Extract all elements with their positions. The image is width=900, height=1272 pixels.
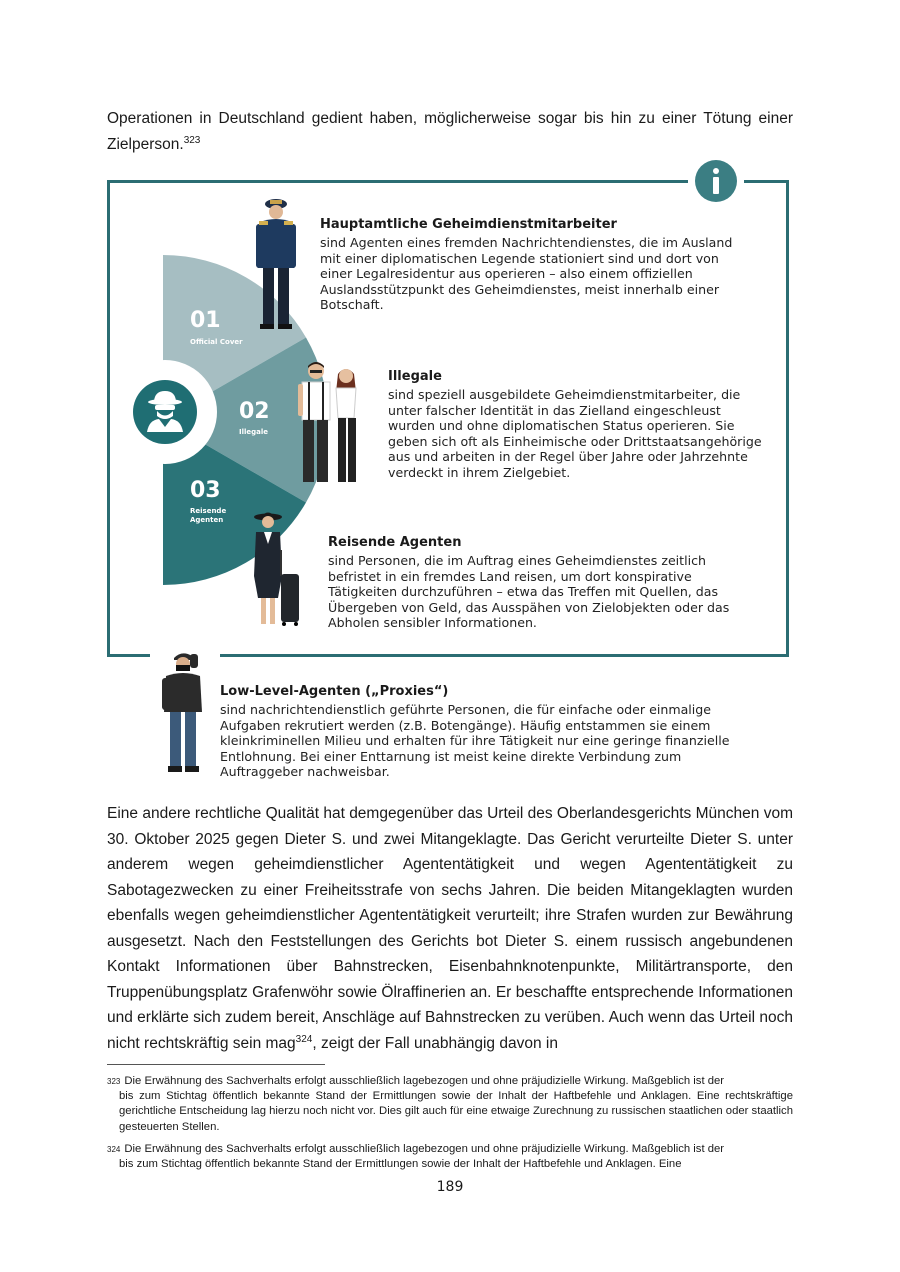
item-official-cover-heading: Hauptamtliche Geheimdienstmitarbeiter — [320, 217, 617, 232]
footnote-324-number: 324 — [107, 1145, 121, 1154]
item-illegale — [388, 369, 768, 481]
segment-01-label: Official Cover — [190, 338, 243, 346]
illegals-couple-icon — [296, 362, 368, 488]
footnote-323-number: 323 — [107, 1077, 121, 1086]
officer-figure-icon — [250, 196, 302, 332]
item-proxies — [220, 684, 760, 780]
item-illegale-text: sind speziell ausgebildete Geheimdienstmitarbeiter, die unter falscher Identität in das Zielland eingeschleust wurden und ohne diplomatischen Status operieren. Sie geben sich oft als Einheimische oder Drittstaatsangehörige aus und arbeiten in der Regel über Jahre oder Jahrzehnte verdeckt in ihrem Zielgebiet. — [388, 387, 762, 480]
footnote-ref-324: 324 — [295, 1033, 313, 1045]
item-reisende-agenten — [328, 535, 763, 631]
segment-03-number: 03 — [190, 478, 221, 503]
proxy-figure-icon — [160, 650, 212, 778]
main-text-a: Eine andere rechtliche Qualität hat demgegenüber das Urteil des Oberlandesgerichts München vom 30. Oktober 2025 gegen Dieter S. und zwei Mitangeklagte. Das Gericht verurteilte Dieter S. unter anderem wegen geheimdienstlicher Agententätigkeit und wegen Agententätigkeit zu Sabotagezwecken zu einer Freiheitsstrafe von sechs Jahren. Die beiden Mitangeklagten wurden ebenfalls wegen geheimdienstlicher Agententätigkeit verurteilt; ihre Strafen wurden zur Bewährung ausgesetzt. Nach den Feststellungen des Gerichts bot Dieter S. einem russisch angebundenen Kontakt Informationen über Bahnstrecken, Eisenbahnknotenpunkte, Militärtransporte, den Truppenübungsplatz Grafenwöhr sowie Ölraffinerien an. Er beschaffte entsprechende Informationen und erklärte sich zudem bereit, Anschläge auf Bahnstrecken zu verüben. Auch wenn das Urteil noch nicht rechtskräftig sein mag — [107, 805, 793, 1052]
spy-icon — [133, 380, 197, 444]
intro-text: Operationen in Deutschland gedient haben, möglicherweise sogar bis hin zu einer Tötung einer Zielperson. — [107, 110, 793, 153]
traveler-figure-icon — [250, 510, 306, 630]
segment-01-number: 01 — [190, 308, 221, 333]
item-reisende-agenten-text: sind Personen, die im Auftrag eines Geheimdienstes zeitlich befristet in ein fremdes Land reisen, um dort konspirative Tätigkeiten durchzuführen – etwa das Treffen mit Quellen, das Übergeben von Geld, das Ausspähen von Zielobjekten oder das Abholen sensibler Informationen. — [328, 553, 730, 631]
item-proxies-text: sind nachrichtendienstlich geführte Personen, die für einfache oder einmalige Aufgaben rekrutiert werden (z.B. Botengänge). Häufig entstammen sie einem kleinkriminellen Milieu und erhalten für ihre Tätigkeit nur eine geringe finanzielle Entlohnung. Bei einer Enttarnung ist meist keine direkte Verbindung zum Auftraggeber nachweisbar. — [220, 702, 730, 780]
footnote-324-first: Die Erwähnung des Sachverhalts erfolgt ausschließlich lagebezogen und ohne präjudizielle Wirkung. Maßgeblich ist der — [124, 1143, 725, 1155]
footnote-324 — [107, 1142, 793, 1172]
footnote-324-rest: bis zum Stichtag öffentlich bekannte Stand der Ermittlungen sowie der Inhalt der Haftbefehle und Anklagen. Eine — [119, 1158, 682, 1171]
spy-glyph — [133, 380, 197, 444]
segment-03-label: Reisende Agenten — [190, 507, 227, 524]
segment-02-label: Illegale — [239, 428, 269, 436]
footnote-323-first: Die Erwähnung des Sachverhalts erfolgt ausschließlich lagebezogen und ohne präjudizielle Wirkung. Maßgeblich ist der — [124, 1075, 725, 1087]
footnote-323 — [107, 1074, 793, 1135]
footnote-323-rest: bis zum Stichtag öffentlich bekannte Stand der Ermittlungen sowie der Inhalt der Haftbefehle und Anklagen. Eine rechtskräftige gerichtliche Entscheidung lag hierzu noch nicht vor. Dies gilt auch für eine etwaige Zurechnung zu russischen staatlichen oder staatlich gesteuerten Stellen. — [119, 1090, 793, 1133]
item-official-cover — [320, 217, 750, 313]
item-proxies-heading: Low-Level-Agenten („Proxies“) — [220, 684, 449, 699]
main-paragraph — [107, 801, 793, 1056]
footnote-separator — [107, 1064, 325, 1065]
item-official-cover-text: sind Agenten eines fremden Nachrichtendienstes, die im Ausland mit einer diplomatischen Legende stationiert sind und dort von einer Legalresidentur aus operieren – also einem offiziellen Auslandsstützpunkt des Geheimdienstes, meist innerhalb einer Botschaft. — [320, 235, 733, 313]
main-text-b: , zeigt der Fall unabhängig davon in — [312, 1034, 558, 1052]
page-number: 189 — [436, 1179, 464, 1195]
item-reisende-agenten-heading: Reisende Agenten — [328, 535, 462, 550]
segment-02-number: 02 — [239, 399, 270, 424]
footnote-ref-323: 323 — [183, 134, 201, 146]
item-illegale-heading: Illegale — [388, 369, 442, 384]
